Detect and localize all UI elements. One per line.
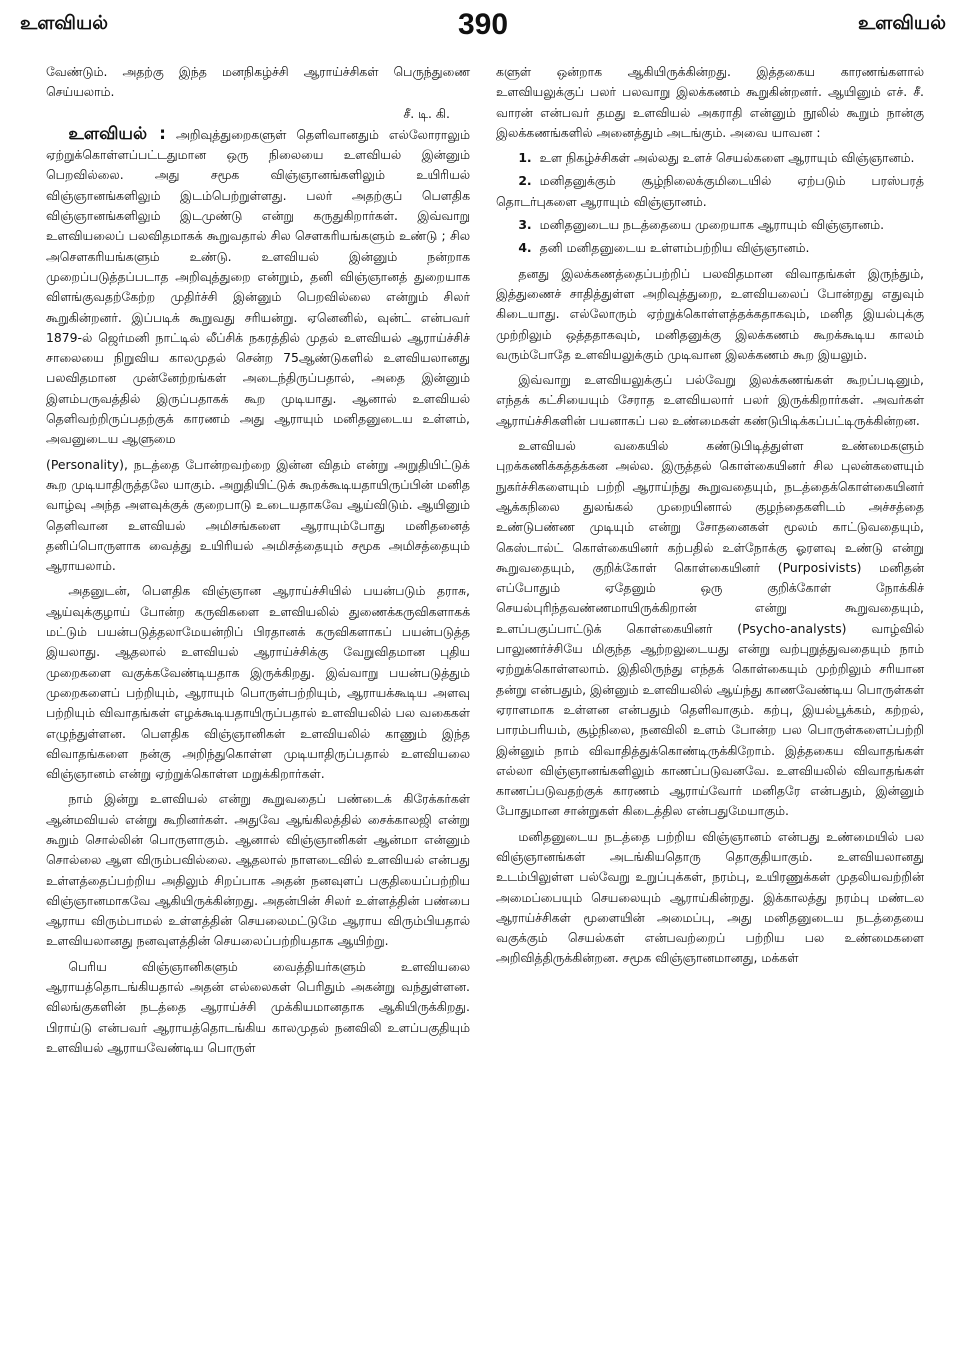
entry-heading: உளவியல் : [68,123,166,144]
list-number: 4. [518,240,532,256]
left-column [46,62,470,1063]
page-number: 390 [457,8,509,41]
list-item [496,171,924,212]
list-text: மனிதனுடைய நடத்தையை முறையாக ஆராயும் விஞ்ஞானம். [539,217,885,233]
paragraph: அதனுடன், பௌதிக விஞ்ஞான ஆராய்ச்சியில் பயன்படும் தராசு, ஆய்வுக்குழாய் போன்ற கருவிகளை உளவியலில் துணைக்கருவிகளாகக் மட்டும் பயன்படுத்தலாமேயன்றிப் பிரதானக் கருவிகளாகப் பயன்படுத்த இயலாது. ஆதலால் உளவியல் ஆராய்ச்சிக்கு வேறுவிதமான புதிய முறைகளை வகுக்கவேண்டியதாக இருக்கிறது. இவ்வாறு பயன்படுத்தும் முறைகளைப் பற்றியும், ஆராயும் பொருள்பற்றியும், ஆராயக்கூடிய அளவு பற்றியும் விவாதங்கள் எழக்கூடியதாயிருப்பதால் உளவியலில் பல வகைகள் எழுந்துள்ளன. பௌதிக விஞ்ஞானிகள் உளவியலில் காணும் இந்த விவாதங்களை நன்கு அறிந்துகொள்ள முடியாதிருப்பதால் உளவியலை விஞ்ஞானம் என்று ஏற்றுக்கொள்ள மறுக்கிறார்கள். [46,583,470,782]
list-item [496,148,924,168]
column-gutter [480,62,481,1352]
paragraph: உளவியல் வகையில் கண்டுபிடித்துள்ள உண்மைகளும் புறக்கணிக்கத்தக்கன அல்ல. இருத்தல் கொள்கையினர் சில புலன்களையும் நுகர்ச்சிகளையும் பற்றி ஆராய்ந்து கூறுவதையும், நடத்தைக்கொள்கையினர் ஆக்கநிலை துலங்கல் முறையினால் குழந்தைகளிடம் அச்சத்தை உண்டுபண்ண முடியும் என்று சோதனைகள் மூலம் காட்டுவதையும், கெஸ்டால்ட் கொள்கையினர் கற்பதில் உள்நோக்கு ஓரளவு உண்டு என்று கூறுவதையும், குறிக்கோள் கொள்கையினர் (Purposivists) மனிதன் எப்போதும் ஏதேனும் ஒரு குறிக்கோள் நோக்கிச் செயல்புரிந்தவண்ணமாயிருக்கிறான் என்று கூறுவதையும், உளப்பகுப்பாட்டுக் கொள்கையினர் (Psycho-analysts) வாழ்வில் பாலுணர்ச்சியே மிகுந்த ஆற்றலுடையது என்று வற்புறுத்துவதையும் நாம் ஏற்றுக்கொள்ளலாம். இதிலிருந்து எந்தக் கொள்கையும் முற்றிலும் சரியான தன்று என்பதும், இன்னும் உளவியலில் ஆய்ந்து காணவேண்டிய பொருள்கள் ஏராளமாக உள்ளன என்பதும் தெளிவாகும். கற்பு, இயல்பூக்கம், கற்றல், பாரம்பரியம், சூழ்நிலை, நனவிலி உளம் போன்ற பல பொருள்களைப்பற்றி இன்னும் நாம் விவாதித்துக்கொண்டிருக்கிறோம். இத்தகைய விவாதங்கள் எல்லா விஞ்ஞானங்களிலும் காணப்படுவனவே. உளவியலில் விவாதங்கள் காணப்படுவதற்குக் காரணம் ஆராய்வோர் மனிதரே என்பதும், இன்னும் போதுமான சான்றுகள் கிடைத்தில என்பதுமேயாகும். [496,438,924,819]
paragraph: நாம் இன்று உளவியல் என்று கூறுவதைப் பண்டைக் கிரேக்கர்கள் ஆன்மவியல் என்று கூறினர்கள். அதுவே ஆங்கிலத்தில் சைக்காலஜி என்று கூறும் சொல்லின் பொருளாகும். ஆனால் விஞ்ஞானிகள் ஆன்மா என்னும் சொல்லை ஆள விரும்பவில்லை. ஆதலால் நாளடைவில் உளவியல் என்பது உள்ளத்தைப்பற்றிய அதிலும் சிறப்பாக அதன் நனவுளப் பகுதியைப்பற்றிய விஞ்ஞானமாகவே ஆகியிருக்கின்றது. அதன்பின் சிலர் உள்ளத்தின் பண்பை ஆராய விரும்பாமல் உள்ளத்தின் செயலைமட்டுமே ஆராய விரும்பியதால் உளவியலானது நனவுளத்தின் செயலைப்பற்றியதாக ஆயிற்று. [46,791,470,949]
list-number: 3. [518,217,532,233]
right-column [496,62,924,974]
list-number: 1. [518,150,532,166]
page-header [20,8,946,44]
list-item [496,215,924,235]
paragraph: இவ்வாறு உளவியலுக்குப் பல்வேறு இலக்கணங்கள் கூறப்படினும், எந்தக் கட்சியையும் சேராத உளவியலார் பலர் இருக்கிறார்கள். அவர்கள் ஆராய்ச்சிகளின் பயனாகப் பல உண்மைகள் கண்டுபிடிக்கப்பட்டிருக்கின்றன. [496,372,924,428]
list-text: தனி மனிதனுடைய உள்ளம்பற்றிய விஞ்ஞானம். [539,240,810,256]
paragraph: மனிதனுடைய நடத்தை பற்றிய விஞ்ஞானம் என்பது உண்மையில் பல விஞ்ஞானங்கள் அடங்கியதொரு தொகுதியாகும். உளவியலானது உடம்பிலுள்ள பல்வேறு உறுப்புக்கள், நரம்பு, உயிரணுக்கள் முதலியவற்றின் அமைப்பையும் செயலையும் ஆராய்கின்றது. இக்காலத்து நரம்பு மண்டல ஆராய்ச்சிகள் மூளையின் அமைப்பு, அது மனிதனுடைய நடத்தையை வகுக்கும் செயல்கள் என்பவற்றைப் பற்றிய பல உண்மைகளை அறிவித்திருக்கின்றன. சமூக விஞ்ஞானமானது, மக்கள் [496,828,924,966]
entry-intro-paragraph [46,124,470,450]
definition-list [496,148,924,258]
paragraph: தனது இலக்கணத்தைப்பற்றிப் பலவிதமான விவாதங்கள் இருந்தும், இத்துணைச் சாதித்துள்ள அறிவுத்துறை, உளவியலைப் போன்றது எதுவும் கிடையாது. எல்லோரும் ஏற்றுக்கொள்ளத்தக்கதாகவும், மனித இயல்புக்கு முற்றிலும் ஒத்ததாகவும், மனிதனுக்கு இலக்கணம் கூறக்கூடிய காலம் வரும்போதே உளவியலுக்கும் முடிவான இலக்கணம் கூற இயலும். [496,265,924,362]
list-item [496,238,924,258]
list-text: உள நிகழ்ச்சிகள் அல்லது உளச் செயல்களை ஆராயும் விஞ்ஞானம். [539,150,915,166]
carryover-paragraph: வேண்டும். அதற்கு இந்த மனநிகழ்ச்சி ஆராய்ச்சிகள் பெருந்துணை செய்யலாம். [46,64,470,100]
running-head-right: உளவியல் [857,12,946,34]
list-number: 2. [518,173,532,189]
running-head-left: உளவியல் [20,12,109,34]
paragraph: பெரிய விஞ்ஞானிகளும் வைத்தியர்களும் உளவியலை ஆராயத்தொடங்கியதால் அதன் எல்லைகள் பெரிதும் அகன்று வந்துள்ளன. விலங்குகளின் நடத்தை ஆராய்ச்சி முக்கியமானதாக ஆகியிருக்கிறது. பிராய்டு என்பவர் ஆராயத்தொடங்கிய காலமுதல் நனவிலி உளப்பகுதியும் உளவியல் ஆராயவேண்டிய பொருள் [46,958,470,1055]
author-signature: சீ. டி. கி. [403,105,450,121]
paragraph: (Personality), நடத்தை போன்றவற்றை இன்ன விதம் என்று அறுதியிட்டுக் கூற முடியாதிருத்தலே யாகும். அறுதியிட்டுக் கூறக்கூடியதாயிருப்பின் மனித வாழ்வு அந்த அளவுக்குக் குறைபாடு உடையதாகவே ஆய்விடும். ஆயினும் தெளிவான உளவியல் அமிசங்களை ஆராயும்போது மனிதனைத் தனிப்பொருளாக வைத்து உயிரியல் அமிசத்தையும் சமூக அமிசத்தையும் ஆராயலாம். [46,456,470,574]
paragraph: களுள் ஒன்றாக ஆகியிருக்கின்றது. இத்தகைய காரணங்களால் உளவியலுக்குப் பலர் பலவாறு இலக்கணம் கூறுகின்றனர். ஆயினும் எச். சீ. வாரன் என்பவர் தமது உளவியல் அகராதி என்னும் நூலில் கூறும் நான்கு இலக்கணங்களில் அனைத்தும் அடங்கும். அவை யாவன : [496,64,924,140]
paragraph-text: அறிவுத்துறைகளுள் தெளிவானதும் எல்லோராலும் ஏற்றுக்கொள்ளப்பட்டதுமான ஒரு நிலையை உளவியல் இன்னும் பெறவில்லை. அது சமூக விஞ்ஞானங்களிலும் உயிரியல் விஞ்ஞானங்களிலும் இடம்பெற்றுள்ளது. பலர் அதற்குப் பௌதிக விஞ்ஞானங்களிலும் இடமுண்டு என்று கருதுகிறார்கள். இவ்வாறு உளவியலைப் பலவிதமாகக் கூறுவதால் சில சௌகரியங்களும் உண்டு ; சில அசௌகரியங்களும் உண்டு. உளவியல் இன்னும் நன்றாக முறைப்படுத்தப்படாத அறிவுத்துறை என்றும், தனி விஞ்ஞானத் துறையாக விளங்குவதற்கேற்ற முதிர்ச்சி இன்னும் பெறவில்லை என்றும் சிலர் கூறுகின்றனர். இப்படிக் கூறுவது சரியன்று. ஏனெனில், வுன்ட் என்பவர் 1879-ல் ஜெர்மனி நாட்டில் லீப்சிக் நகரத்தில் முதல் உளவியல் ஆராய்ச்சிச் சாலையை நிறுவிய காலமுதல் சென்ற 75ஆண்டுகளில் உளவியலானது பலவிதமான முன்னேற்றங்கள் அடைந்திருப்பதால், அதை இன்னும் இளம்பருவத்தில் இருப்பதாகக் கூற முடியாது. ஆனால் உளவியல் தெளிவற்றிருப்பதற்குக் காரணம் அது ஆராயும் மனிதனுடைய உள்ளம், அவனுடைய ஆளுமை [46,126,470,447]
list-text: மனிதனுக்கும் சூழ்நிலைக்குமிடையில் ஏற்படும் பரஸ்பரத் தொடர்புகளை ஆராயும் விஞ்ஞானம். [496,173,924,209]
